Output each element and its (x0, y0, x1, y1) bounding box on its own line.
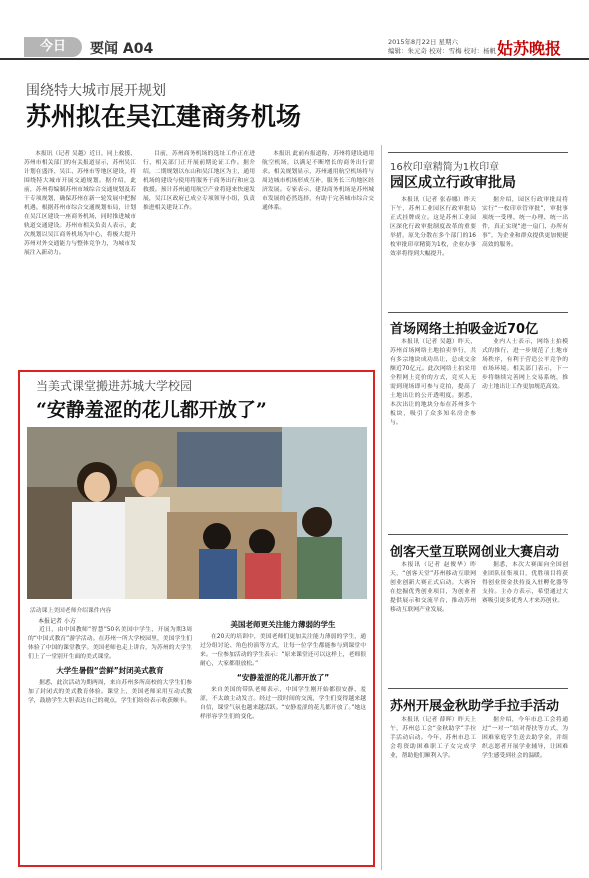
main-article-col1 (24, 150, 136, 360)
section-rule (388, 312, 568, 313)
right-col5 (390, 561, 476, 681)
article-text: 业内人士表示，网络土拍模式的推行，进一步规范了土地市场秩序，有利于营造公平竞争的市场环境。相关部门表示，下一步将继续完善网上交易系统，推动土地出让工作更加规范高效。 (482, 339, 568, 390)
right-headline-2: 首场网络土拍吸金近70亿 (390, 322, 539, 337)
article-text: 据介绍，园区行政审批局将实行“一枚印章管审批”，审批事项统一受理、统一办理、统一出件，真正实现“进一扇门、办所有事”，为企业和群众提供更加便捷高效的服务。 (482, 197, 568, 248)
right-col2 (482, 196, 568, 306)
section-title (90, 38, 153, 58)
article-text: 来自美国的带队老师表示，中国学生刚开始都很安静、羞涩，不太敢主动发言。经过一段时间的交流，学生们变得越来越自信，课堂气氛也越来越活跃。“安静羞涩的花儿都开放了。”她这样形容学生们的变化。 (200, 687, 366, 720)
feature-kicker: 当美式课堂搬进苏城大学校园 (36, 379, 193, 393)
section-rule (388, 534, 568, 535)
main-headline: 苏州拟在吴江建商务机场 (26, 102, 302, 131)
feature-col1 (28, 626, 192, 862)
right-col7 (390, 716, 476, 866)
article-text: 本报讯（记者 张春娜）昨天下午，苏州工业园区行政审批局正式挂牌成立。这是苏州工业园区深化行政审批制度改革的重要举措，原先分散在多个部门的16枚审批印章精简为1枚，企业办事效率将得到大幅提升。 (390, 197, 476, 257)
main-kicker: 围绕特大城市展开规划 (26, 83, 166, 99)
photo-caption: 活动课上美国老师介绍课件内容 (30, 608, 112, 614)
section-name: 要闻 (90, 41, 118, 57)
article-text: 本报讯（记者 吴越）昨天，苏州首场网络土地拍卖举行，共有多宗地块成功出让，总成交金额近70亿元。此次网络土拍采用全程网上竞价的方式，竞买人无需到现场即可参与竞拍，提高了土地出让的公开透明度。据悉，本次出让的地块分布在苏州多个板块，吸引了众多知名房企参与。 (390, 339, 476, 426)
today-tag: 今日 (24, 37, 82, 57)
newspaper-logo: 姑苏晚报 (497, 39, 562, 58)
article-text: 本报讯（记者 吴越）近日，同上救援、苏州市相关部门的有关报道显示，苏州吴江计划在盛泽、吴江、苏州市等地区建设，将围绕特大城市开展交通规划。据介绍，此前，苏州将编制苏州市域综合交通规划及若干专项规划，确保苏州在新一轮发展中把握机遇。根据苏州市综合交通规划布局，计划在吴江区建设一座商务机场，同时推进城市轨道交通建设。苏州市相关负责人表示，此次规划以吴江商务机场为中心，将极大提升苏州对外交通能力与整体竞争力，为城市发展注入新动力。 (24, 151, 136, 256)
article-text: 本报讯 此前有报道称，苏州将建设通用航空机场，以满足不断增长的商务出行需求。相关规划显示，苏州通用航空机场将与周边城市机场形成互补，服务长三角地区经济发展。专家表示，建设商务机场是苏州城市发展的必然选择，有助于完善城市综合交通体系。 (262, 151, 374, 211)
article-text: 本报讯（记者 薛晖）昨天上午，苏州总工会“金秋助学”手拉手活动启动。今年，苏州市总工会将资助困难职工子女完成学业，帮助他们顺利入学。 (390, 717, 476, 759)
feature-byline: 本报记者 小方 (38, 618, 76, 625)
right-col4 (482, 338, 568, 528)
page-number: A04 (122, 41, 154, 57)
right-col8 (482, 716, 568, 866)
right-headline-4: 苏州开展金秋助学手拉手活动 (390, 699, 560, 714)
issue-date: 2015年8月22日 星期六 (388, 38, 459, 46)
article-text: 目前，苏州商务机场的选址工作正在进行，相关部门正开展前期论证工作。据介绍，二期规划以东山和吴江地区为主，通用机场的建设与使用将服务于商务出行和应急救援。预计苏州通用航空产业将迎来快速发展，吴江区政府已成立专项领导小组，负责推进相关建设工作。 (143, 151, 255, 211)
feature-subhead-3: “安静羞涩的花儿都开放了” (236, 673, 330, 682)
right-headline-1: 园区成立行政审批局 (390, 175, 516, 191)
article-text: 据介绍，今年市总工会将通过“一对一”结对帮扶等方式，为困难家庭学生送去助学金，并组织志愿者开展学业辅导，让困难学生感受到社会的温暖。 (482, 717, 568, 759)
classroom-photo (27, 427, 367, 599)
article-text: 近日，由中国教师“智慧”50名美国中学生，开展为期3周的“中国式教育”游学活动。在苏州一所大学校园里，美国学生们体验了中国的课堂教学。美国老师也走上讲台，为苏州的大学生们上了一堂别开生面的美式课堂。 (28, 627, 192, 660)
column-divider (381, 145, 382, 870)
main-article-col2 (143, 150, 255, 360)
right-col1 (390, 196, 476, 306)
feature-subhead-2: 美国老师更关注能力薄弱的学生 (230, 620, 336, 629)
article-text: 据悉，此次活动为期两周，来自苏州多所高校的大学生们参加了封闭式的美式教育体验。课堂上，美国老师采用互动式教学，鼓励学生大胆表达自己的观点，学生们纷纷表示收获颇丰。 (28, 680, 192, 704)
date-line (388, 38, 496, 56)
main-article-col3 (262, 150, 374, 360)
right-headline-3: 创客天堂互联网创业大赛启动 (390, 545, 560, 560)
right-col3 (390, 338, 476, 528)
section-rule (388, 688, 568, 689)
article-text: 在20天的培训中，美国老师们更加关注能力薄弱的学生，通过分组讨论、角色扮演等方式，让每一位学生都能参与到课堂中来。一位参加活动的学生表示：“原来课堂还可以这样上，老师很耐心，大家都很放松。” (200, 634, 366, 667)
editor-credits: 编辑：朱元奇 校对：雪梅 校对：杨帆 (388, 47, 497, 55)
classroom-photo-illustration (27, 427, 367, 599)
section-rule (388, 152, 568, 153)
feature-subhead-1: 大学生暑假“尝鲜”封闭美式教育 (56, 666, 164, 675)
article-text: 据悉，本次大赛面向全国创业团队征集项目，优胜项目将获得创业资金扶持及入驻孵化器等支持。主办方表示，希望通过大赛吸引更多优秀人才来苏创业。 (482, 562, 568, 604)
feature-headline: “安静羞涩的花儿都开放了” (36, 399, 267, 421)
right-col6 (482, 561, 568, 681)
article-text: 本报讯（记者 赵俊华）昨天，“创客天堂”苏州移动互联网创业创新大赛正式启动。大赛旨在挖掘优秀创业项目，为创业者提供展示和交流平台，推动苏州移动互联网产业发展。 (390, 562, 476, 613)
feature-col2 (200, 616, 366, 862)
right-kicker: 16枚印章精简为1枚印章 (390, 162, 500, 173)
page-header (0, 0, 589, 60)
